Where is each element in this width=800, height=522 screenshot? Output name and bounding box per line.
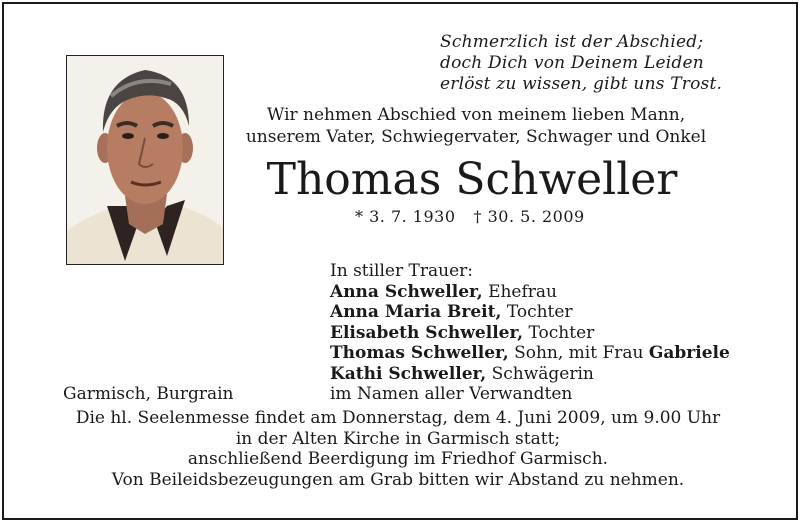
death-date: † 30. 5. 2009 bbox=[473, 207, 585, 226]
farewell-intro bbox=[236, 104, 716, 148]
obituary-quote bbox=[440, 32, 740, 95]
mourner-entry bbox=[330, 282, 730, 303]
quote-line: erlöst zu wissen, gibt uns Trost. bbox=[440, 74, 723, 94]
mourner-name: Elisabeth Schweller, bbox=[330, 322, 524, 343]
deceased-name: Thomas Schweller bbox=[266, 154, 678, 205]
mourner-name: Kathi Schweller, bbox=[330, 363, 487, 384]
mourner-name: Anna Maria Breit, bbox=[330, 302, 502, 322]
mourner-entry bbox=[330, 364, 730, 385]
service-line: Von Beileidsbezeugungen am Grab bitten wir Abstand zu nehmen. bbox=[111, 469, 685, 490]
mourner-name: Thomas Schweller, bbox=[330, 343, 509, 363]
service-line: anschließend Beerdigung im Friedhof Garmisch. bbox=[187, 449, 609, 469]
intro-line: Wir nehmen Abschied von meinem lieben Mann, bbox=[266, 105, 686, 125]
mourner-relation: Schwägerin bbox=[491, 363, 594, 384]
place-name: Garmisch, Burgrain bbox=[63, 384, 234, 404]
mourners-list bbox=[330, 261, 730, 405]
mourners-footer: im Namen aller Verwandten bbox=[330, 384, 573, 404]
life-dates bbox=[355, 207, 585, 227]
service-line: in der Alten Kirche in Garmisch statt; bbox=[235, 428, 561, 449]
birth-date: * 3. 7. 1930 bbox=[355, 207, 456, 226]
service-info bbox=[30, 408, 766, 490]
mourner-relation: Tochter bbox=[506, 302, 573, 322]
mourner-relation: Ehefrau bbox=[488, 281, 557, 302]
service-line: Die hl. Seelenmesse findet am Donnerstag, dem 4. Juni 2009, um 9.00 Uhr bbox=[75, 408, 721, 428]
mourner-name: Anna Schweller, bbox=[330, 281, 483, 302]
mourner-spouse-name: Gabriele bbox=[648, 343, 730, 363]
intro-line: unserem Vater, Schwiegervater, Schwager und Onkel bbox=[245, 127, 707, 147]
mourner-entry bbox=[330, 343, 730, 364]
mourner-entry bbox=[330, 302, 730, 323]
quote-line: Schmerzlich ist der Abschied; bbox=[440, 32, 704, 52]
mourner-entry bbox=[330, 323, 730, 344]
mourner-relation: Sohn, mit Frau bbox=[514, 343, 644, 363]
mourner-relation: Tochter bbox=[528, 322, 595, 343]
portrait-photo bbox=[66, 55, 224, 265]
mourners-heading: In stiller Trauer: bbox=[330, 261, 473, 281]
quote-line: doch Dich von Deinem Leiden bbox=[440, 53, 704, 73]
